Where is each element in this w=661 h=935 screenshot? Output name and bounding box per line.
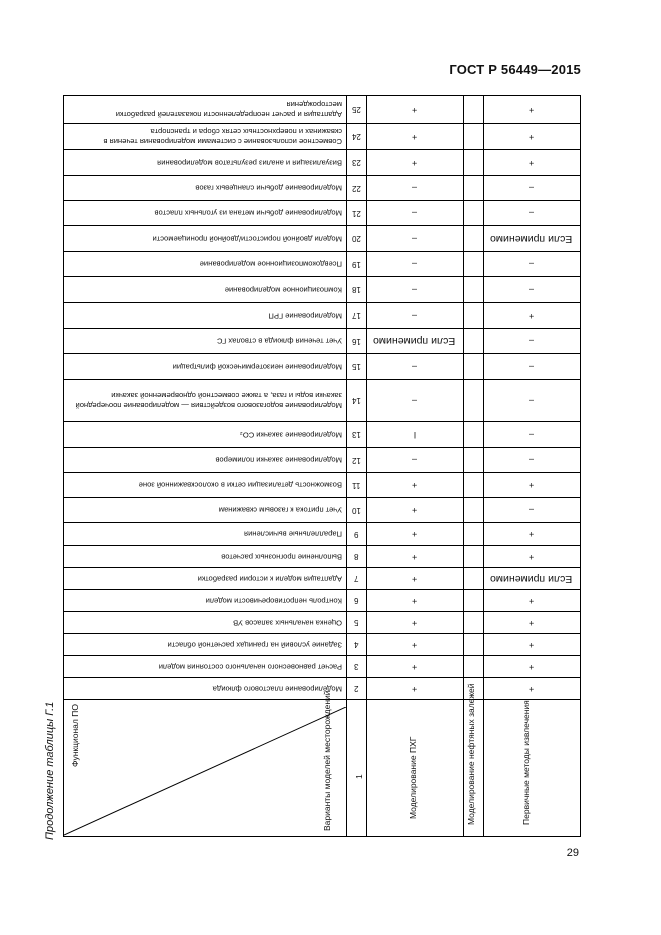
row-number: 25	[351, 105, 361, 114]
row-value-primary: +	[528, 661, 535, 672]
row-value-storage: l	[413, 429, 416, 440]
row-number: 10	[351, 505, 361, 515]
row-value-primary: +	[528, 551, 535, 562]
row-value-storage-cell	[366, 150, 463, 175]
row-number-cell	[346, 277, 366, 302]
row-function-label-cell	[64, 124, 346, 149]
row-value-primary: +	[528, 529, 535, 539]
row-value-primary-cell	[483, 634, 580, 655]
row-number: 2	[353, 684, 359, 693]
row-number-cell	[346, 150, 366, 175]
table-row	[64, 354, 580, 380]
row-number-cell	[346, 226, 366, 251]
table-row	[64, 303, 580, 329]
table-row	[64, 277, 580, 303]
table-row	[64, 498, 580, 523]
row-value-primary-cell	[483, 303, 580, 328]
row-value-storage: –	[411, 183, 417, 193]
table-row	[64, 201, 580, 226]
row-number: 16	[351, 336, 361, 346]
row-value-storage-cell	[366, 124, 463, 149]
row-value-storage-cell	[366, 96, 463, 123]
row-value-storage: –	[411, 455, 417, 465]
table-row	[64, 96, 580, 124]
row-function-label: Учет притока к газовым скважинам	[218, 505, 342, 515]
row-number-cell	[346, 634, 366, 655]
header-corner-bottom: Варианты моделей месторождений	[322, 690, 332, 831]
row-function-label-cell	[64, 201, 346, 225]
row-function-label-cell	[64, 226, 346, 251]
row-value-oil-cell	[463, 546, 483, 567]
table-row	[64, 634, 580, 656]
table-row	[64, 252, 580, 277]
row-value-primary: +	[528, 617, 535, 628]
row-number-cell	[346, 498, 366, 522]
row-function-label: Модели двойной пористости/двойной проницаемости	[152, 234, 342, 244]
row-value-storage: +	[411, 661, 418, 672]
row-number: 4	[353, 640, 359, 649]
table-row	[64, 422, 580, 448]
row-value-primary-cell	[483, 612, 580, 633]
row-value-storage-cell	[366, 568, 463, 589]
row-value-primary-cell	[483, 422, 580, 447]
row-function-label: Визуализация и анализ результатов моделирования	[157, 158, 342, 168]
row-value-oil-cell	[463, 448, 483, 472]
row-function-label-cell	[64, 96, 346, 123]
row-number: 5	[353, 618, 359, 627]
row-number: 9	[353, 529, 359, 539]
row-value-primary-cell	[483, 124, 580, 149]
row-function-label: Моделирование закачки полимеров	[215, 455, 342, 465]
row-number: 22	[351, 183, 361, 193]
row-number-cell	[346, 590, 366, 611]
row-value-oil-cell	[463, 422, 483, 447]
row-value-storage: –	[411, 233, 417, 244]
row-function-label: Выполнение прогнозных расчетов	[221, 552, 342, 562]
row-function-label-cell	[64, 590, 346, 611]
row-value-primary-cell	[483, 656, 580, 677]
row-function-label: Контроль непротиворечивости модели	[205, 596, 342, 606]
row-value-storage-cell	[366, 523, 463, 545]
row-value-primary-cell	[483, 448, 580, 472]
row-value-primary: +	[528, 310, 535, 321]
row-value-storage: +	[411, 104, 418, 115]
row-value-storage: –	[411, 361, 417, 372]
row-value-primary: +	[528, 104, 535, 115]
standard-designation: ГОСТ Р 56449—2015	[449, 62, 581, 77]
header-index: 1	[354, 774, 364, 779]
row-value-storage: Если применимо	[373, 335, 456, 347]
table-row	[64, 473, 580, 498]
header-col-c: Первичные методы извлечения	[521, 700, 531, 825]
row-number: 24	[351, 132, 361, 141]
row-value-oil-cell	[463, 303, 483, 328]
row-value-primary: –	[528, 336, 534, 346]
row-value-primary-cell	[483, 546, 580, 567]
row-value-primary-cell	[483, 329, 580, 353]
row-value-primary: +	[528, 683, 535, 694]
row-value-storage-cell	[366, 473, 463, 497]
row-function-label: Оценка начальных запасов УВ	[233, 618, 342, 628]
row-value-storage-cell	[366, 546, 463, 567]
row-value-primary: Если применимо	[490, 232, 573, 245]
row-value-primary-cell	[483, 498, 580, 522]
row-value-primary: –	[528, 208, 534, 218]
row-value-primary-cell	[483, 523, 580, 545]
row-value-storage-cell	[366, 678, 463, 699]
row-value-storage-cell	[366, 656, 463, 677]
row-number: 19	[351, 259, 361, 269]
row-value-oil-cell	[463, 277, 483, 302]
row-value-primary: +	[528, 595, 535, 606]
row-number-cell	[346, 176, 366, 200]
header-divider-num	[366, 707, 367, 836]
row-value-oil-cell	[463, 612, 483, 633]
row-value-storage-cell	[366, 252, 463, 276]
page-number: 29	[566, 847, 579, 859]
row-value-primary-cell	[483, 96, 580, 123]
corner-diagonal	[64, 690, 346, 837]
row-value-storage: +	[411, 157, 418, 168]
row-value-oil-cell	[463, 96, 483, 123]
table-row	[64, 612, 580, 634]
table-row	[64, 150, 580, 176]
row-value-storage-cell	[366, 590, 463, 611]
row-value-primary: –	[528, 395, 534, 406]
row-value-primary: –	[528, 284, 534, 295]
row-value-oil-cell	[463, 473, 483, 497]
row-value-primary-cell	[483, 252, 580, 276]
row-value-oil-cell	[463, 656, 483, 677]
row-value-oil-cell	[463, 150, 483, 175]
row-function-label-cell	[64, 523, 346, 545]
row-function-label-cell	[64, 448, 346, 472]
row-function-label: Адаптация модели к истории разработки	[197, 574, 342, 584]
row-number-cell	[346, 354, 366, 379]
row-value-primary-cell	[483, 678, 580, 699]
row-value-primary-cell	[483, 201, 580, 225]
row-number: 20	[351, 234, 361, 243]
row-value-storage: +	[411, 529, 418, 539]
row-number: 18	[351, 285, 361, 294]
row-number: 6	[353, 596, 359, 605]
row-value-oil-cell	[463, 329, 483, 353]
row-value-storage: –	[411, 259, 417, 269]
header-col-b: Моделирование нефтяных залежей	[466, 683, 476, 825]
table-row	[64, 226, 580, 252]
row-value-storage: +	[411, 505, 418, 515]
row-number: 15	[351, 362, 361, 371]
row-number: 3	[353, 662, 359, 671]
row-value-oil-cell	[463, 201, 483, 225]
row-value-storage: +	[411, 595, 418, 606]
row-value-primary-cell	[483, 277, 580, 302]
row-number-cell	[346, 568, 366, 589]
row-function-label: Возможность детализации сетки в околоскважинной зоне	[138, 480, 342, 490]
row-value-oil-cell	[463, 590, 483, 611]
row-number-cell	[346, 546, 366, 567]
row-value-storage-cell	[366, 201, 463, 225]
row-value-oil-cell	[463, 252, 483, 276]
row-number-cell	[346, 380, 366, 421]
row-value-storage-cell	[366, 612, 463, 633]
row-function-label: Параллельные вычисления	[243, 529, 342, 539]
row-number-cell	[346, 124, 366, 149]
row-number-cell	[346, 252, 366, 276]
row-value-primary-cell	[483, 568, 580, 589]
row-function-label: Адаптация и расчет неопределенности показателей разработки месторождения	[115, 100, 342, 119]
row-value-storage: +	[411, 131, 418, 142]
row-value-primary: +	[528, 131, 535, 142]
row-value-oil-cell	[463, 124, 483, 149]
row-number: 8	[353, 552, 359, 561]
row-value-primary: –	[528, 361, 534, 372]
col-divider-a	[463, 96, 464, 836]
row-number-cell	[346, 678, 366, 699]
row-function-label: Моделирование добычи сланцевых газов	[195, 183, 342, 193]
row-value-storage-cell	[366, 422, 463, 447]
row-value-storage: –	[411, 395, 417, 406]
row-value-storage-cell	[366, 448, 463, 472]
row-function-label: Совместное использование с системами моделирования течения в скважинах и поверхностных сетях сбора и транспорта	[103, 127, 342, 146]
row-value-storage-cell	[366, 226, 463, 251]
row-value-storage-cell	[366, 634, 463, 655]
row-number-cell	[346, 96, 366, 123]
row-value-primary: –	[528, 429, 534, 440]
row-number-cell	[346, 329, 366, 353]
row-function-label-cell	[64, 303, 346, 328]
row-value-primary-cell	[483, 226, 580, 251]
row-function-label-cell	[64, 634, 346, 655]
table-row	[64, 448, 580, 473]
row-value-storage-cell	[366, 498, 463, 522]
row-function-label-cell	[64, 612, 346, 633]
row-value-primary: Если применимо	[490, 572, 573, 585]
table-caption: Продолжение таблицы Г.1	[44, 701, 56, 840]
row-value-primary: +	[528, 157, 535, 168]
row-function-label: Расчет равновесного начального состояния модели	[158, 662, 342, 672]
row-function-label: Моделирование добычи метана из угольных пластов	[154, 208, 342, 218]
row-function-label: Учет течения флюида в стволах ГС	[217, 336, 342, 346]
col-divider-label	[346, 96, 347, 836]
row-value-storage-cell	[366, 176, 463, 200]
row-value-storage-cell	[366, 354, 463, 379]
table-row	[64, 124, 580, 150]
table-row	[64, 523, 580, 546]
row-value-storage: –	[411, 284, 417, 295]
row-value-storage: +	[411, 639, 418, 650]
row-function-label-cell	[64, 329, 346, 353]
row-value-primary: +	[528, 639, 535, 650]
row-value-primary-cell	[483, 380, 580, 421]
row-function-label-cell	[64, 176, 346, 200]
row-value-oil-cell	[463, 380, 483, 421]
row-value-primary: –	[528, 455, 534, 465]
row-value-oil-cell	[463, 226, 483, 251]
row-function-label-cell	[64, 546, 346, 567]
row-value-storage: +	[411, 480, 418, 490]
table-row	[64, 568, 580, 590]
row-number-cell	[346, 612, 366, 633]
row-function-label-cell	[64, 678, 346, 699]
row-number: 23	[351, 158, 361, 167]
row-value-primary-cell	[483, 354, 580, 379]
row-value-primary-cell	[483, 590, 580, 611]
row-value-primary-cell	[483, 473, 580, 497]
row-function-label-cell	[64, 150, 346, 175]
row-number-cell	[346, 303, 366, 328]
row-number: 14	[351, 396, 361, 405]
table-row	[64, 329, 580, 354]
row-function-label-cell	[64, 568, 346, 589]
row-value-storage-cell	[366, 303, 463, 328]
row-function-label: Моделирование ГРП	[268, 311, 342, 321]
row-value-storage: –	[411, 310, 417, 321]
table-row	[64, 590, 580, 612]
row-value-oil-cell	[463, 498, 483, 522]
row-function-label-cell	[64, 656, 346, 677]
row-value-oil-cell	[463, 568, 483, 589]
row-number-cell	[346, 523, 366, 545]
row-number: 12	[351, 455, 361, 465]
row-value-oil-cell	[463, 354, 483, 379]
col-divider-b	[483, 96, 484, 836]
row-function-label-cell	[64, 498, 346, 522]
row-number-cell	[346, 448, 366, 472]
row-number-cell	[346, 201, 366, 225]
requirements-table	[63, 95, 581, 837]
table-row	[64, 380, 580, 422]
row-value-primary: –	[528, 183, 534, 193]
row-number: 11	[351, 480, 361, 490]
row-value-storage-cell	[366, 380, 463, 421]
row-value-oil-cell	[463, 523, 483, 545]
row-value-storage: +	[411, 683, 418, 694]
row-function-label: Моделирование водогазового воздействия — моделирование поочередной закачки воды и газа, а также совместной одновременной закачки	[75, 391, 342, 410]
row-function-label: Композиционное моделирование	[224, 285, 342, 295]
row-value-primary: +	[528, 480, 535, 490]
row-value-primary: –	[528, 505, 534, 515]
row-function-label-cell	[64, 380, 346, 421]
table-row	[64, 176, 580, 201]
row-function-label-cell	[64, 473, 346, 497]
row-number-cell	[346, 656, 366, 677]
row-number-cell	[346, 473, 366, 497]
row-number-cell	[346, 422, 366, 447]
row-value-primary-cell	[483, 150, 580, 175]
row-value-primary: –	[528, 259, 534, 269]
row-value-storage-cell	[366, 277, 463, 302]
row-value-storage: +	[411, 573, 418, 584]
header-corner-top: Функционал ПО	[70, 704, 80, 767]
row-function-label: Псевдокомпозиционное моделирование	[199, 259, 342, 269]
row-value-storage-cell	[366, 329, 463, 353]
row-number: 7	[353, 574, 359, 583]
row-function-label: Моделирование неизотермической фильтрации	[172, 362, 342, 372]
row-function-label: Моделирование закачки CO₂	[239, 430, 342, 440]
row-function-label-cell	[64, 354, 346, 379]
row-value-primary-cell	[483, 176, 580, 200]
row-function-label: Задание условий на границах расчетной области	[167, 640, 342, 650]
row-value-storage: –	[411, 208, 417, 218]
row-function-label-cell	[64, 422, 346, 447]
row-function-label-cell	[64, 277, 346, 302]
row-function-label: Моделирование пластового флюида	[212, 684, 342, 694]
row-number: 13	[351, 430, 361, 439]
row-value-storage: +	[411, 617, 418, 628]
table-row	[64, 656, 580, 678]
header-col-a: Моделирование ПХГ	[408, 736, 418, 819]
row-number: 17	[351, 311, 361, 320]
row-value-oil-cell	[463, 176, 483, 200]
row-number: 21	[351, 208, 361, 218]
row-value-oil-cell	[463, 634, 483, 655]
row-value-storage: +	[411, 551, 418, 562]
table-row	[64, 546, 580, 568]
row-function-label-cell	[64, 252, 346, 276]
